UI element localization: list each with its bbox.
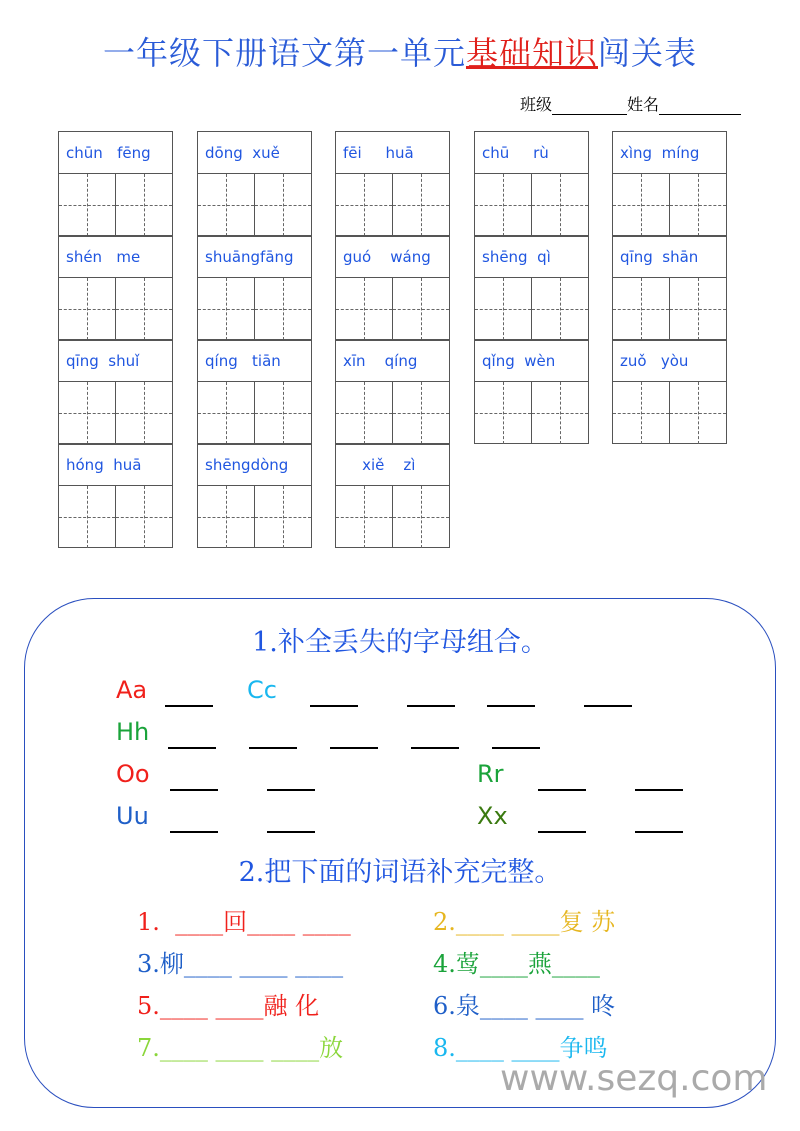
pinyin-label: chū rù <box>475 132 588 174</box>
writing-cell[interactable] <box>475 382 532 444</box>
class-field[interactable] <box>552 100 627 115</box>
letter-pair: Oo <box>116 760 150 788</box>
writing-cell[interactable] <box>59 486 116 548</box>
phrase-item[interactable]: 7.____ ____ ____放 <box>137 1034 344 1062</box>
pinyin-writing-unit <box>612 235 727 341</box>
pinyin-label: xīn qíng <box>336 340 449 382</box>
pinyin-writing-unit <box>58 443 173 548</box>
writing-cell[interactable] <box>475 278 532 340</box>
writing-cell[interactable] <box>59 382 116 444</box>
pinyin-writing-unit <box>335 235 450 341</box>
letter-blank[interactable] <box>635 831 683 833</box>
pinyin-label: xìng míng <box>613 132 726 174</box>
page-title <box>0 28 800 74</box>
pinyin-writing-unit <box>474 131 589 237</box>
pinyin-writing-unit <box>197 443 312 548</box>
pinyin-writing-unit <box>197 339 312 445</box>
letter-blank[interactable] <box>170 831 218 833</box>
writing-cell[interactable] <box>670 278 726 340</box>
writing-cell[interactable] <box>255 174 311 236</box>
letter-blank[interactable] <box>267 789 315 791</box>
pinyin-label: qǐng wèn <box>475 340 588 382</box>
pinyin-label: guó wáng <box>336 236 449 278</box>
letter-blank[interactable] <box>411 747 459 749</box>
pinyin-writing-unit <box>58 235 173 341</box>
letter-blank[interactable] <box>310 705 358 707</box>
name-bar <box>520 92 741 115</box>
pinyin-writing-unit <box>335 339 450 445</box>
writing-cell[interactable] <box>393 486 449 548</box>
writing-cell[interactable] <box>532 174 588 236</box>
letter-pair: Rr <box>477 760 504 788</box>
letter-blank[interactable] <box>170 789 218 791</box>
pinyin-writing-unit <box>335 131 450 237</box>
letter-blank[interactable] <box>492 747 540 749</box>
letter-pair: Xx <box>477 802 508 830</box>
name-label: 姓名 <box>627 95 660 114</box>
writing-cell[interactable] <box>613 278 670 340</box>
writing-cell[interactable] <box>336 382 393 444</box>
writing-cell[interactable] <box>255 486 311 548</box>
section1-title: 1.补全丢失的字母组合。 <box>252 627 548 658</box>
writing-cell[interactable] <box>670 382 726 444</box>
phrase-item[interactable]: 5.____ ____融 化 <box>137 992 320 1020</box>
pinyin-label: shuāngfāng <box>198 236 311 278</box>
class-label: 班级 <box>520 95 553 114</box>
writing-cell[interactable] <box>393 174 449 236</box>
name-field[interactable] <box>659 100 741 115</box>
pinyin-label: hóng huā <box>59 444 172 486</box>
title-part: 闯关表 <box>598 34 698 72</box>
pinyin-label: qīng shān <box>613 236 726 278</box>
watermark: www.sezq.com <box>500 1058 768 1099</box>
writing-cell[interactable] <box>336 174 393 236</box>
letter-blank[interactable] <box>407 705 455 707</box>
phrase-item[interactable]: 6.泉____ ____ 咚 <box>433 992 616 1020</box>
writing-cell[interactable] <box>670 174 726 236</box>
phrase-item[interactable]: 4.莺____燕____ <box>433 950 600 978</box>
letter-blank[interactable] <box>267 831 315 833</box>
writing-cell[interactable] <box>116 382 172 444</box>
writing-cell[interactable] <box>198 382 255 444</box>
pinyin-writing-unit <box>58 131 173 237</box>
title-highlight: 基础知识 <box>465 34 598 72</box>
letter-blank[interactable] <box>538 831 586 833</box>
pinyin-label: qīng shuǐ <box>59 340 172 382</box>
writing-cell[interactable] <box>198 486 255 548</box>
letter-pair: Hh <box>116 718 150 746</box>
letter-blank[interactable] <box>168 747 216 749</box>
writing-cell[interactable] <box>59 174 116 236</box>
pinyin-label: chūn fēng <box>59 132 172 174</box>
writing-cell[interactable] <box>336 278 393 340</box>
writing-cell[interactable] <box>198 278 255 340</box>
pinyin-writing-unit <box>612 131 727 237</box>
pinyin-writing-unit <box>197 131 312 237</box>
pinyin-label: zuǒ yòu <box>613 340 726 382</box>
writing-cell[interactable] <box>532 382 588 444</box>
pinyin-label: shēng qì <box>475 236 588 278</box>
letter-blank[interactable] <box>330 747 378 749</box>
section2-title: 2.把下面的词语补充完整。 <box>238 857 562 888</box>
letter-pair: Aa <box>116 676 148 704</box>
title-part: 一年级下册语文第一单元 <box>102 34 466 72</box>
writing-cell[interactable] <box>393 382 449 444</box>
writing-cell[interactable] <box>198 174 255 236</box>
phrase-item[interactable]: 1. ____回____ ____ <box>137 908 351 936</box>
pinyin-label: xiě zì <box>336 444 449 486</box>
phrase-item[interactable]: 8.____ ____争鸣 <box>433 1034 608 1062</box>
writing-cell[interactable] <box>116 486 172 548</box>
pinyin-label: shēngdòng <box>198 444 311 486</box>
writing-cell[interactable] <box>116 278 172 340</box>
phrase-item[interactable]: 2.____ ____复 苏 <box>433 908 616 936</box>
pinyin-label: qíng tiān <box>198 340 311 382</box>
letter-blank[interactable] <box>635 789 683 791</box>
letter-blank[interactable] <box>249 747 297 749</box>
letter-pair: Cc <box>247 676 277 704</box>
writing-cell[interactable] <box>393 278 449 340</box>
phrase-item[interactable]: 3.柳____ ____ ____ <box>137 950 344 978</box>
writing-cell[interactable] <box>532 278 588 340</box>
writing-cell[interactable] <box>59 278 116 340</box>
pinyin-label: fēi huā <box>336 132 449 174</box>
pinyin-writing-unit <box>474 235 589 341</box>
letter-blank[interactable] <box>487 705 535 707</box>
writing-cell[interactable] <box>255 382 311 444</box>
writing-cell[interactable] <box>336 486 393 548</box>
letter-blank[interactable] <box>165 705 213 707</box>
pinyin-writing-unit <box>197 235 312 341</box>
pinyin-writing-unit <box>474 339 589 444</box>
pinyin-writing-unit <box>335 443 450 548</box>
writing-cell[interactable] <box>255 278 311 340</box>
pinyin-writing-unit <box>58 339 173 445</box>
letter-blank[interactable] <box>538 789 586 791</box>
letter-blank[interactable] <box>584 705 632 707</box>
writing-cell[interactable] <box>613 174 670 236</box>
writing-cell[interactable] <box>613 382 670 444</box>
letter-pair: Uu <box>116 802 149 830</box>
pinyin-writing-unit <box>612 339 727 444</box>
pinyin-label: dōng xuě <box>198 132 311 174</box>
pinyin-label: shén me <box>59 236 172 278</box>
writing-cell[interactable] <box>116 174 172 236</box>
writing-cell[interactable] <box>475 174 532 236</box>
